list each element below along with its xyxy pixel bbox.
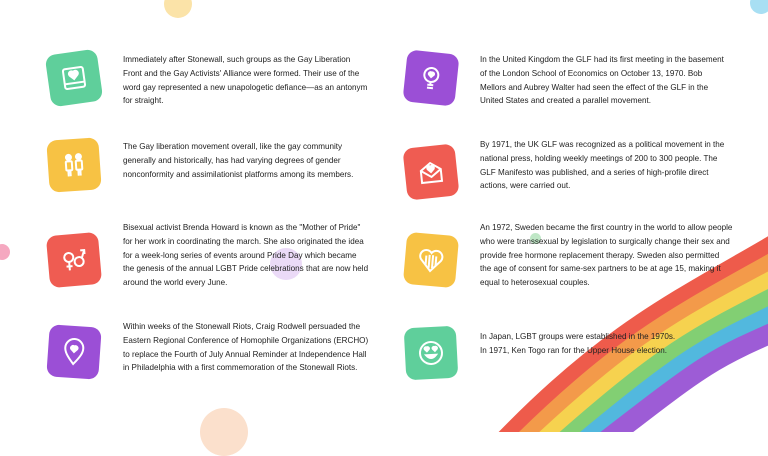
- heart-eyes-face-icon: [404, 326, 459, 381]
- book-heart-icon: [45, 49, 104, 108]
- item-text: An 1972, Sweden became the first country in the world to allow people who were transsexual by legislation to surgically change their sex and provide free hormone replacement therapy. Sweden also permitted the age of consent for same-sex partners to be at age 15, making it equal to heterosexual couples.: [480, 221, 768, 290]
- item-text: Immediately after Stonewall, such groups as the Gay Liberation Front and the Gay Activists' Alliance were formed. Their use of the word gay represented a new unapologetic defiance—as an antonym for straight.: [123, 53, 383, 108]
- item-text: Bisexual activist Brenda Howard is known as the "Mother of Pride" for her work in coordinating the march. She also originated the idea for a week-long series of events around Pride Day which became the genesis of the annual LGBT Pride celebrations that are now held around the world every June.: [123, 221, 393, 290]
- striped-heart-icon: [403, 232, 459, 288]
- location-heart-icon: [46, 324, 102, 380]
- item-text: In Japan, LGBT groups were established in the 1970s. In 1971, Ken Togo ran for the Upper House election.: [480, 330, 760, 358]
- gender-symbols-icon: [46, 232, 102, 288]
- envelope-heart-icon: [402, 143, 459, 200]
- lightbulb-heart-icon: [402, 49, 459, 106]
- item-text: Within weeks of the Stonewall Riots, Craig Rodwell persuaded the Eastern Regional Conference of Homophile Organizations (ERCHO) to replace the Fourth of July Annual Reminder at Independence Hall in Philadelphia with a first commemoration of the Stonewall Riots.: [123, 320, 393, 375]
- item-text: In the United Kingdom the GLF had its first meeting in the basement of the London School of Economics on October 13, 1970. Bob Mellors and Aubrey Walter had seen the effect of the GLF in the United States and created a parallel movement.: [480, 53, 760, 108]
- couple-icon: [46, 137, 102, 193]
- item-text: By 1971, the UK GLF was recognized as a political movement in the national press, holding weekly meetings of 200 to 300 people. The GLF Manifesto was published, and a series of high-profile direct actions, were carried out.: [480, 138, 760, 193]
- item-text: The Gay liberation movement overall, like the gay community generally and historically, has had varying degrees of gender nonconformity and assimilationist platforms among its members.: [123, 140, 383, 181]
